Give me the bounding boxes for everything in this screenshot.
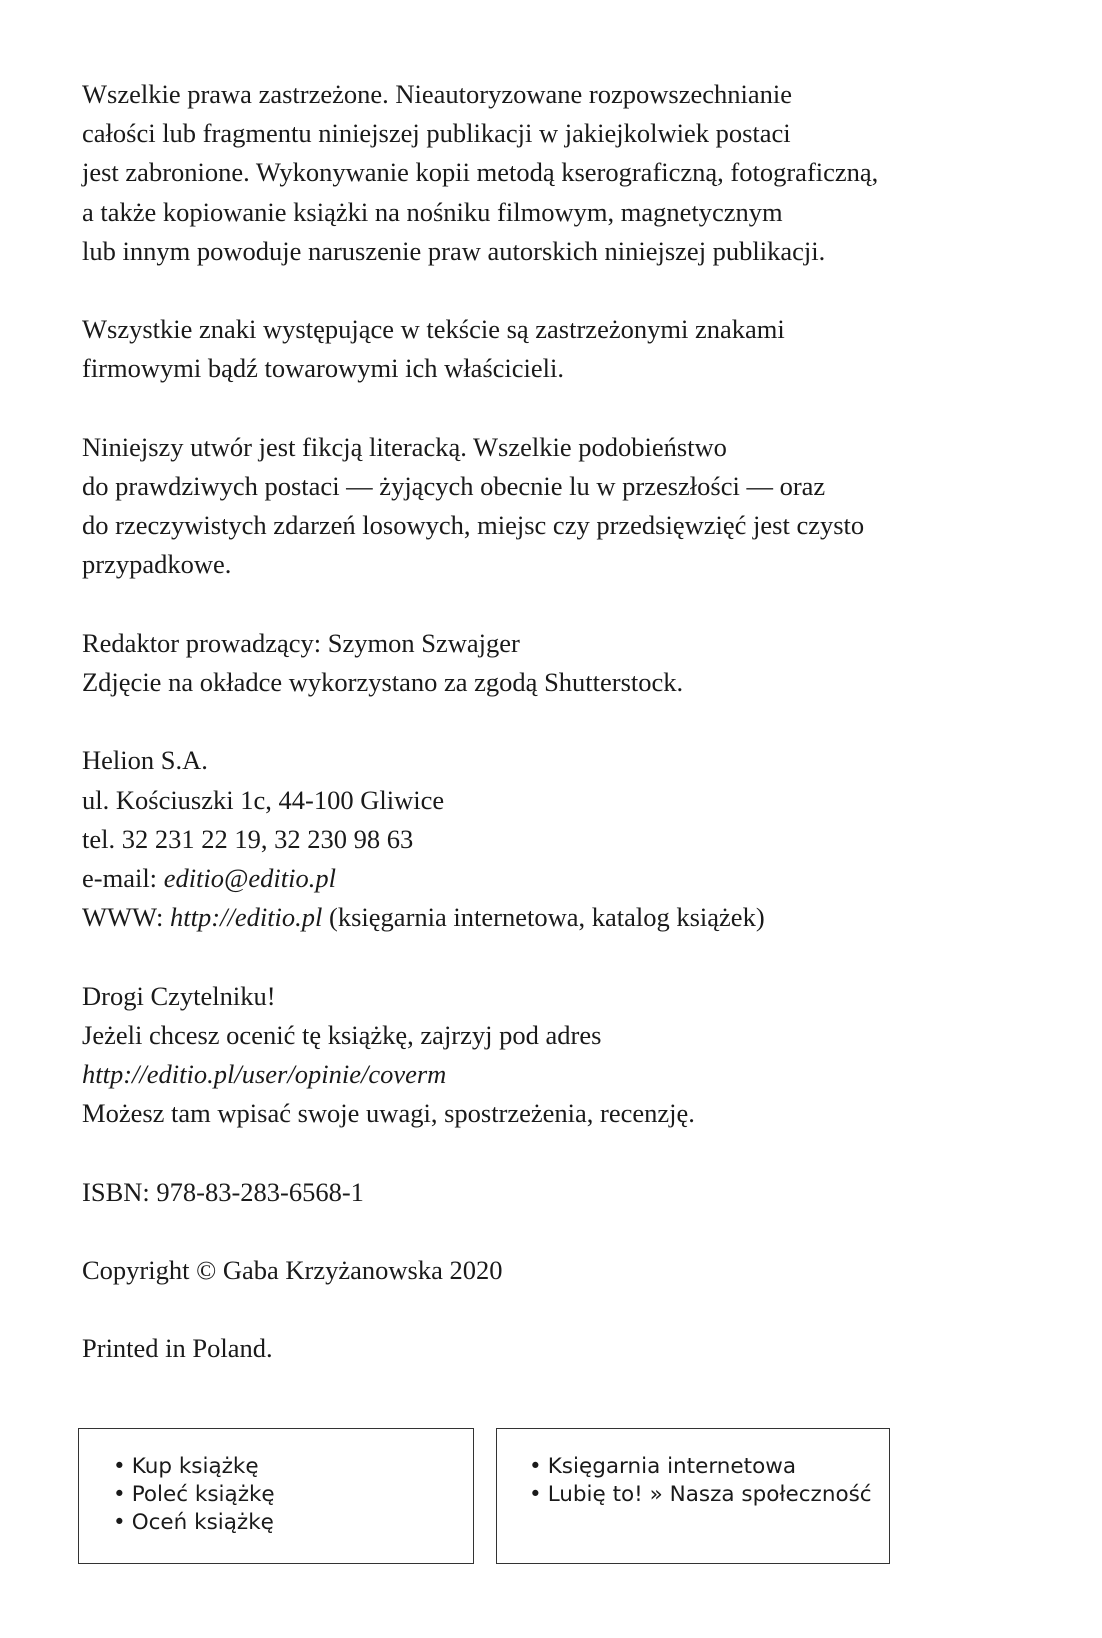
www-label: WWW: xyxy=(82,902,171,933)
trademark-notice-line: firmowymi bądź towarowymi ich właścicieli. xyxy=(82,353,565,384)
reader-note xyxy=(82,977,1042,1134)
rate-book-label: Oceń książkę xyxy=(131,1510,274,1535)
cover-photo-credit: Zdjęcie na okładce wykorzystano za zgodą Shutterstock. xyxy=(82,667,684,697)
email-label: e-mail: xyxy=(82,863,164,893)
publisher-address: ul. Kościuszki 1c, 44-100 Gliwice xyxy=(82,784,445,815)
www-link[interactable]: http://editio.pl xyxy=(170,902,323,933)
bullet: • xyxy=(113,1510,126,1535)
editor-credit: Redaktor prowadzący: Szymon Szwajger xyxy=(82,627,520,658)
trademark-notice xyxy=(82,310,1042,388)
copyright-block xyxy=(82,1251,1042,1290)
comment-instruction: Możesz tam wpisać swoje uwagi, spostrzeżenia, recenzję. xyxy=(82,1098,695,1129)
fiction-notice-line: do rzeczywistych zdarzeń losowych, miejsc czy przedsięwzięć jest czysto xyxy=(82,510,865,541)
fiction-notice-line: do prawdziwych postaci — żyjących obecnie lu w przeszłości — oraz xyxy=(82,471,826,501)
isbn: ISBN: 978-83-283-6568-1 xyxy=(82,1176,364,1207)
rate-instruction: Jeżeli chcesz ocenić tę książkę, zajrzyj pod adres xyxy=(82,1019,602,1050)
online-bookstore-label: Księgarnia internetowa xyxy=(547,1454,796,1479)
printed-in: Printed in Poland. xyxy=(82,1333,273,1364)
publisher-email-line xyxy=(82,859,1042,898)
community-label: Lubię to! » Nasza społeczność xyxy=(547,1482,872,1507)
fiction-notice-line: przypadkowe. xyxy=(82,549,232,580)
isbn-block xyxy=(82,1173,1042,1212)
bullet: • xyxy=(113,1454,126,1479)
community-link[interactable] xyxy=(529,1481,889,1509)
copyright-notice-line: całości lub fragmentu niniejszej publikacji w jakiejkolwiek postaci xyxy=(82,118,791,149)
buy-book-label: Kup książkę xyxy=(131,1454,259,1479)
recommend-book-label: Poleć książkę xyxy=(131,1482,275,1507)
rate-book-link[interactable] xyxy=(113,1509,473,1537)
store-links-box xyxy=(496,1428,890,1564)
imprint-page-content xyxy=(82,75,1042,1369)
publisher-name: Helion S.A. xyxy=(82,745,208,776)
credits xyxy=(82,624,1042,702)
recommend-book-link[interactable] xyxy=(113,1481,473,1509)
publisher-phone: tel. 32 231 22 19, 32 230 98 63 xyxy=(82,823,414,854)
publisher-www-line xyxy=(82,898,1042,937)
copyright-line: Copyright © Gaba Krzyżanowska 2020 xyxy=(82,1254,503,1285)
trademark-notice-line: Wszystkie znaki występujące w tekście są zastrzeżonymi znakami xyxy=(82,314,785,345)
publisher-info xyxy=(82,741,1042,937)
copyright-notice-line: Wszelkie prawa zastrzeżone. Nieautoryzowane rozpowszechnianie xyxy=(82,79,792,109)
bullet: • xyxy=(529,1482,542,1507)
www-note: (księgarnia internetowa, katalog książek) xyxy=(322,902,765,933)
reader-greeting: Drogi Czytelniku! xyxy=(82,980,276,1011)
rate-url-link[interactable]: http://editio.pl/user/opinie/coverm xyxy=(82,1059,447,1089)
email-link[interactable]: editio@editio.pl xyxy=(163,863,337,893)
bullet: • xyxy=(529,1454,542,1479)
fiction-notice-line: Niniejszy utwór jest fikcją literacką. Wszelkie podobieństwo xyxy=(82,431,727,462)
copyright-notice xyxy=(82,75,1042,271)
bullet: • xyxy=(113,1482,126,1507)
book-actions-box xyxy=(78,1428,474,1564)
online-bookstore-link[interactable] xyxy=(529,1453,889,1481)
fiction-notice xyxy=(82,428,1042,585)
copyright-notice-line: a także kopiowanie książki na nośniku filmowym, magnetycznym xyxy=(82,196,783,227)
buy-book-link[interactable] xyxy=(113,1453,473,1481)
copyright-notice-line: jest zabronione. Wykonywanie kopii metodą kserograficzną, fotograficzną, xyxy=(82,157,879,188)
printed-block xyxy=(82,1329,1042,1368)
copyright-notice-line: lub innym powoduje naruszenie praw autorskich niniejszej publikacji. xyxy=(82,235,826,266)
